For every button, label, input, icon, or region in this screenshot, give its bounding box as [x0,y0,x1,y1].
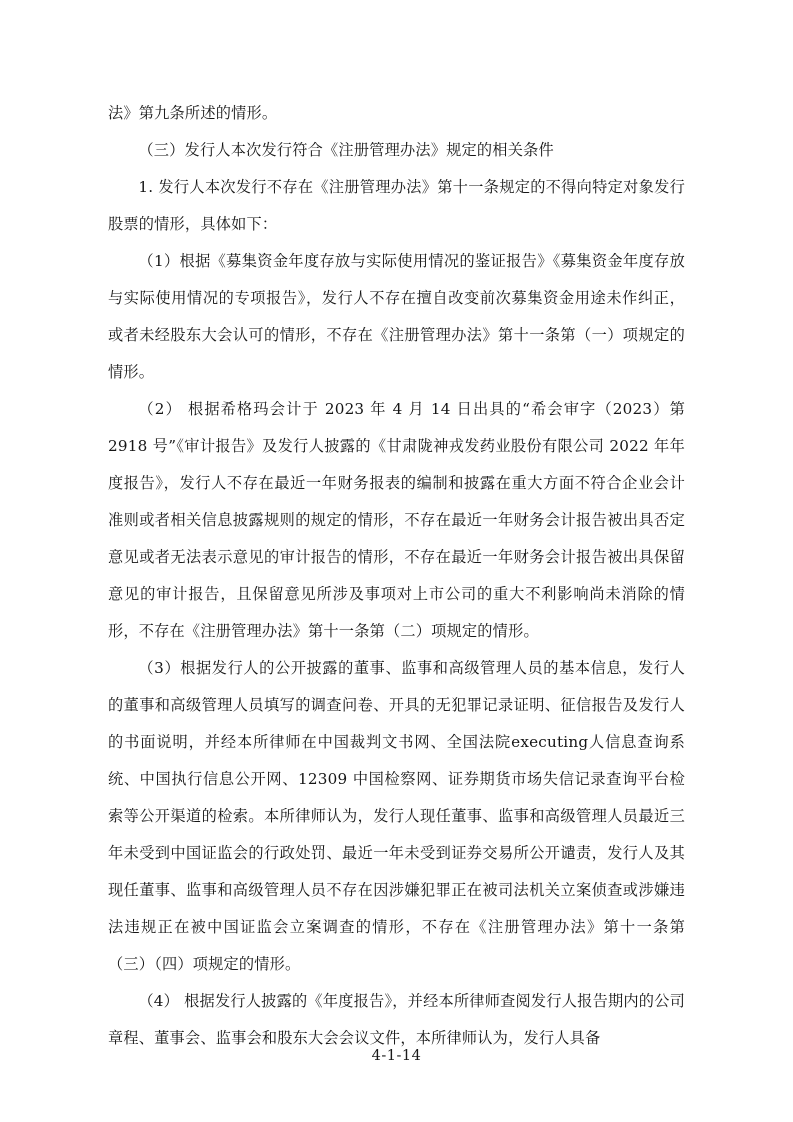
paragraph: 法》第九条所述的情形。 [108,104,278,122]
page-number: 4-1-14 [371,1048,422,1064]
paragraph-section-heading: （三）发行人本次发行符合《注册管理办法》规定的相关条件 [138,141,554,159]
paragraph: （3）根据发行人的公开披露的董事、监事和高级管理人员的基本信息，发行人的董事和高级管理人员填写的调查问卷、开具的无犯罪记录证明、征信报告及发行人的书面说明，并经本所律师在中国裁判文书网、全国法院executing人信息查询系统、中国执行信息公开网、12309 中国检察网、证券期货市场失信记录查询平台检索等公开渠道的检索。本所律师认为，发行人现任董事、监事和高级管理人员最近三年未受到中国证监会的行政处罚、最近一年未受到证券交易所公开谴责，发行人及其现任董事、监事和高级管理人员不存在因涉嫌犯罪正在被司法机关立案侦查或涉嫌违法违规正在被中国证监会立案调查的情形，不存在《注册管理办法》第十一条第（三）（四）项规定的情形。 [108,659,685,973]
paragraph: 1. 发行人本次发行不存在《注册管理办法》第十一条规定的不得向特定对象发行股票的情形，具体如下： [108,178,685,233]
paragraph: （4） 根据发行人披露的《年度报告》，并经本所律师查阅发行人报告期内的公司章程、董事会、监事会和股东大会会议文件，本所律师认为，发行人具备 [108,992,685,1047]
document-body [108,95,685,1057]
paragraph: （1）根据《募集资金年度存放与实际使用情况的鉴证报告》《募集资金年度存放与实际使用情况的专项报告》，发行人不存在擅自改变前次募集资金用途未作纠正，或者未经股东大会认可的情形，不存在《注册管理办法》第十一条第（一）项规定的情形。 [108,252,685,381]
paragraph: （2） 根据希格玛会计于 2023 年 4 月 14 日出具的“希会审字（2023）第 2918 号”《审计报告》及发行人披露的《甘肃陇神戎发药业股份有限公司 2022 年年度报告》，发行人不存在最近一年财务报表的编制和披露在重大方面不符合企业会计准则或者相关信息披露规则的规定的情形，不存在最近一年财务会计报告被出具否定意见或者无法表示意见的审计报告的情形，不存在最近一年财务会计报告被出具保留意见的审计报告，且保留意见所涉及事项对上市公司的重大不利影响尚未消除的情形，不存在《注册管理办法》第十一条第（二）项规定的情形。 [108,400,685,640]
